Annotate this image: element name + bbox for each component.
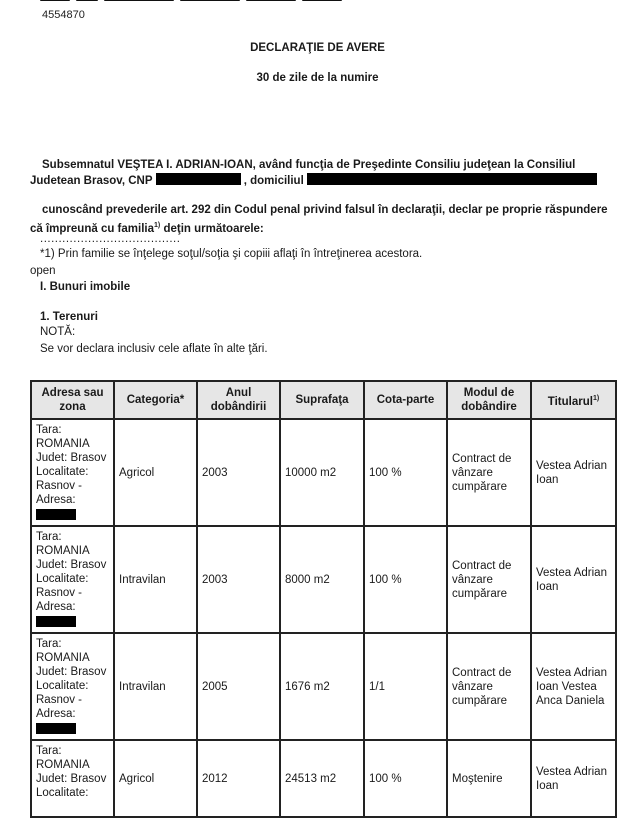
note-label: NOTĂ: <box>40 326 76 338</box>
address-line: Localitate: <box>36 573 89 585</box>
address-line: ROMANIA <box>36 545 90 557</box>
header-share: Cota-parte <box>364 381 447 419</box>
year-cell: 2005 <box>197 633 280 740</box>
domicile-label: , domiciliul <box>243 175 304 187</box>
footnote: *1) Prin familie se înţelege soţul/soţia şi copiii aflaţi în întreţinerea acestora. <box>40 248 423 260</box>
redacted-cnp <box>156 173 241 185</box>
address-line: ROMANIA <box>36 759 90 771</box>
address-cell <box>31 740 114 817</box>
holder-cell: Vestea Adrian Ioan <box>531 740 616 817</box>
table-row <box>31 526 616 633</box>
area-cell: 8000 m2 <box>280 526 364 633</box>
address-line: Adresa: <box>36 708 76 720</box>
category-cell: Agricol <box>114 740 197 817</box>
address-cell <box>31 633 114 740</box>
redacted-address <box>36 723 76 734</box>
section-heading: I. Bunuri imobile <box>40 281 131 293</box>
address-cell <box>31 419 114 526</box>
footnote-ref: 1) <box>154 222 161 229</box>
acquisition-cell: Contract de vânzare cumpărare <box>447 526 531 633</box>
year-cell: 2012 <box>197 740 280 817</box>
category-cell: Agricol <box>114 419 197 526</box>
document-id: 4554870 <box>42 9 85 21</box>
share-cell: 100 % <box>364 740 447 817</box>
table-row <box>31 633 616 740</box>
header-address: Adresa sau zona <box>31 381 114 419</box>
address-cell <box>31 526 114 633</box>
table-header-row <box>31 381 616 419</box>
header-holder-label: Titularul <box>547 395 593 408</box>
category-cell: Intravilan <box>114 526 197 633</box>
acquisition-cell: Contract de vânzare cumpărare <box>447 633 531 740</box>
acquisition-cell: Moştenire <box>447 740 531 817</box>
category-cell: Intravilan <box>114 633 197 740</box>
declarant-paragraph <box>30 157 610 189</box>
address-line: Judet: Brasov <box>36 773 107 785</box>
land-table <box>30 380 617 818</box>
cropped-header-text <box>40 0 350 4</box>
dotted-separator: ...................................... <box>40 233 181 245</box>
acquisition-cell: Contract de vânzare cumpărare <box>447 419 531 526</box>
address-line: Judet: Brasov <box>36 666 107 678</box>
share-cell: 100 % <box>364 419 447 526</box>
holder-cell: Vestea Adrian Ioan Vestea Anca Daniela <box>531 633 616 740</box>
address-line: ROMANIA <box>36 438 90 450</box>
address-line: Adresa: <box>36 494 76 506</box>
header-acquisition: Modul de dobândire <box>447 381 531 419</box>
redacted-address <box>36 509 76 520</box>
open-marker: open <box>30 265 56 277</box>
redacted-domicile <box>307 173 597 185</box>
year-cell: 2003 <box>197 419 280 526</box>
year-cell: 2003 <box>197 526 280 633</box>
address-line: Tara: <box>36 531 62 543</box>
page-subtitle: 30 de zile de la numire <box>256 72 379 84</box>
declaration-end: deţin următoarele: <box>163 222 264 235</box>
note-text: Se vor declara inclusiv cele aflate în alte ţări. <box>40 343 268 355</box>
table-row <box>31 740 616 817</box>
address-line: Localitate: <box>36 787 89 799</box>
area-cell: 10000 m2 <box>280 419 364 526</box>
holder-cell: Vestea Adrian Ioan <box>531 526 616 633</box>
address-line: Rasnov - <box>36 587 83 599</box>
share-cell: 1/1 <box>364 633 447 740</box>
area-cell: 1676 m2 <box>280 633 364 740</box>
address-line: Localitate: <box>36 680 89 692</box>
declaration-text: cunoscând prevederile art. 292 din Codul penal privind falsul în declaraţii, declar pe proprie răspundere că împreună cu familia <box>30 204 608 235</box>
area-cell: 24513 m2 <box>280 740 364 817</box>
address-line: Rasnov - <box>36 694 83 706</box>
address-line: Rasnov - <box>36 480 83 492</box>
address-line: Judet: Brasov <box>36 452 107 464</box>
address-line: Adresa: <box>36 601 76 613</box>
holder-cell: Vestea Adrian Ioan <box>531 419 616 526</box>
header-holder-sup: 1) <box>592 394 600 402</box>
page-title: DECLARAŢIE DE AVERE <box>250 42 385 54</box>
address-line: Judet: Brasov <box>36 559 107 571</box>
header-year: Anul dobândirii <box>197 381 280 419</box>
address-line: Tara: <box>36 638 62 650</box>
table-row <box>31 419 616 526</box>
header-category: Categoria* <box>114 381 197 419</box>
subsection-heading: 1. Terenuri <box>40 311 98 323</box>
share-cell: 100 % <box>364 526 447 633</box>
header-holder <box>531 381 616 419</box>
address-line: Tara: <box>36 424 62 436</box>
address-line: Tara: <box>36 745 62 757</box>
declarant-text: Subsemnatul VEŞTEA I. ADRIAN-IOAN, având funcţia de Preşedinte Consiliu judeţean la Consiliul Judetean Brasov, CNP <box>30 159 576 187</box>
address-line: ROMANIA <box>36 652 90 664</box>
address-line: Localitate: <box>36 466 89 478</box>
redacted-address <box>36 616 76 627</box>
header-area: Suprafaţa <box>280 381 364 419</box>
